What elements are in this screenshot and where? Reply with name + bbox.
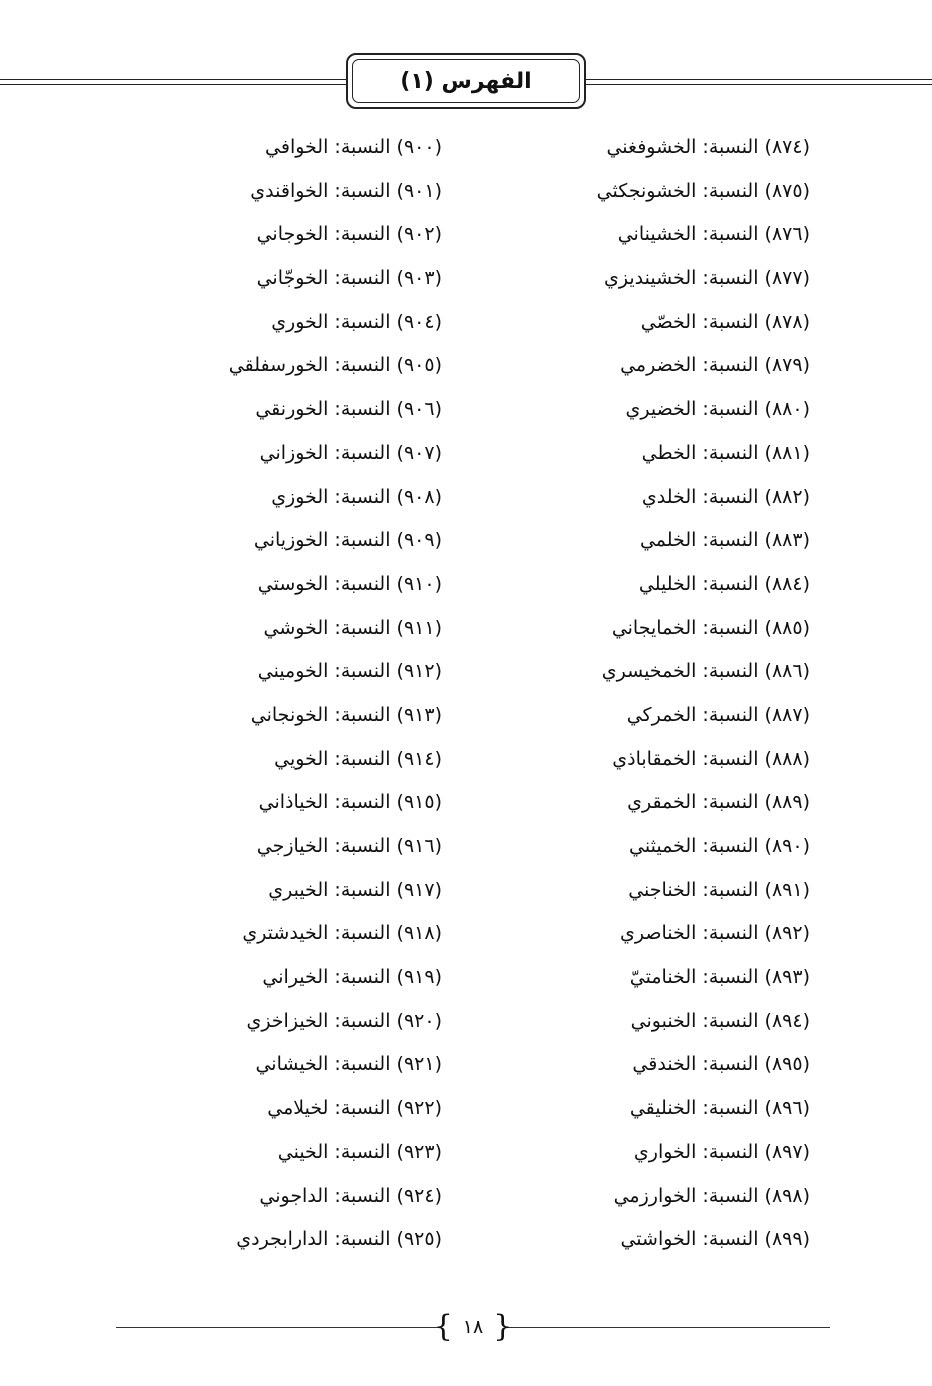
index-entry: (٨٩٦) النسبة: الخنليقي bbox=[629, 1097, 810, 1120]
index-entry: (٩٢٠) النسبة: الخيزاخزي bbox=[246, 1009, 442, 1032]
index-entry: (٩٢٥) النسبة: الدارابجردي bbox=[236, 1228, 442, 1251]
index-entry: (٩١٦) النسبة: الخيازجي bbox=[256, 835, 442, 857]
index-entry: (٩١٧) النسبة: الخيبري bbox=[268, 878, 442, 901]
page-number: ١٨ bbox=[462, 1316, 484, 1338]
page-title: الفهرس (١) bbox=[400, 68, 532, 94]
index-entry: (٩٠٤) النسبة: الخوري bbox=[271, 310, 442, 333]
page-number-box bbox=[433, 1308, 513, 1346]
index-entry: (٨٩٤) النسبة: الخنبوني bbox=[630, 1009, 810, 1032]
index-entry: (٩٠٩) النسبة: الخوزياني bbox=[253, 529, 442, 552]
index-entry: (٩٠٧) النسبة: الخوزاني bbox=[259, 441, 442, 464]
index-column-right bbox=[480, 126, 810, 1262]
index-entry: (٩٢٣) النسبة: الخيني bbox=[277, 1140, 442, 1163]
index-entry: (٨٧٥) النسبة: الخشونجكثي bbox=[596, 179, 810, 202]
index-entry: (٨٩٥) النسبة: الخندقي bbox=[632, 1053, 810, 1076]
footer-rule-right bbox=[506, 1327, 830, 1328]
index-entry: (٩٢٢) النسبة: لخيلامي bbox=[267, 1097, 442, 1120]
index-entry: (٨٩٣) النسبة: الخنامتيّ bbox=[629, 966, 810, 989]
header-rule-right-top bbox=[586, 79, 932, 80]
index-entry: (٨٨٠) النسبة: الخضيري bbox=[625, 398, 810, 421]
index-entry: (٨٩٠) النسبة: الخميثني bbox=[629, 835, 810, 857]
index-entry: (٨٧٨) النسبة: الخصّي bbox=[640, 310, 810, 333]
index-entry: (٩٠٦) النسبة: الخورنقي bbox=[255, 398, 442, 421]
index-entry: (٩١٤) النسبة: الخويي bbox=[274, 747, 442, 770]
index-entry: (٨٨٢) النسبة: الخلدي bbox=[641, 485, 810, 508]
index-entry: (٩١٩) النسبة: الخيراني bbox=[262, 966, 442, 989]
index-entry: (٨٨١) النسبة: الخطي bbox=[641, 441, 810, 464]
index-entry: (٨٩١) النسبة: الخناجني bbox=[628, 878, 810, 901]
index-entry: (٩٠٢) النسبة: الخوجاني bbox=[256, 223, 442, 246]
index-entry: (٩٢٤) النسبة: الداجوني bbox=[259, 1184, 442, 1207]
index-entry: (٨٩٧) النسبة: الخواري bbox=[633, 1140, 810, 1163]
index-entry: (٩١٨) النسبة: الخيدشتري bbox=[242, 922, 442, 945]
header-title-frame bbox=[352, 59, 580, 103]
index-entry: (٩٢١) النسبة: الخيشاني bbox=[255, 1053, 442, 1076]
index-entry: (٨٨٥) النسبة: الخمايجاني bbox=[611, 616, 810, 639]
index-entry: (٩١٢) النسبة: الخوميني bbox=[257, 660, 442, 683]
index-entry: (٨٨٩) النسبة: الخمقري bbox=[627, 791, 810, 814]
index-entry: (٨٧٤) النسبة: الخشوفغني bbox=[606, 136, 810, 158]
index-entry: (٨٩٩) النسبة: الخواشتي bbox=[620, 1228, 810, 1251]
index-entry: (٨٨٦) النسبة: الخمخيسري bbox=[601, 660, 810, 683]
index-entry: (٩١١) النسبة: الخوشي bbox=[263, 616, 442, 639]
index-entry: (٨٧٧) النسبة: الخشينديزي bbox=[604, 267, 810, 290]
index-entry: (٩٠٥) النسبة: الخورسفلقي bbox=[228, 354, 442, 377]
index-entry: (٨٨٤) النسبة: الخليلي bbox=[638, 572, 810, 595]
index-entry: (٨٨٨) النسبة: الخمقاباذي bbox=[612, 747, 810, 770]
index-entry: (٩١٣) النسبة: الخونجاني bbox=[250, 703, 442, 726]
index-entry: (٨٧٩) النسبة: الخضرمي bbox=[620, 354, 810, 377]
index-entry: (٨٨٣) النسبة: الخلمي bbox=[639, 529, 810, 552]
left-brace-icon: { bbox=[433, 1309, 453, 1344]
header-rule-left-top bbox=[0, 79, 346, 80]
header-rule-left-bottom bbox=[0, 84, 346, 85]
index-entry: (٨٧٦) النسبة: الخشيناني bbox=[617, 223, 810, 246]
index-entry: (٨٨٧) النسبة: الخمركي bbox=[626, 703, 810, 726]
index-entry: (٩٠٠) النسبة: الخوافي bbox=[265, 136, 442, 158]
header-title-box bbox=[346, 53, 586, 109]
index-entry: (٨٩٨) النسبة: الخوارزمي bbox=[613, 1184, 810, 1207]
footer-rule-left bbox=[116, 1327, 440, 1328]
right-brace-icon: } bbox=[493, 1309, 513, 1344]
header-rule-right-bottom bbox=[586, 84, 932, 85]
index-entry: (٩١٥) النسبة: الخياذاني bbox=[258, 791, 442, 814]
index-entry: (٩٠١) النسبة: الخواقندي bbox=[250, 179, 442, 202]
index-entry: (٩٠٣) النسبة: الخوجّاني bbox=[256, 267, 442, 290]
index-entry: (٨٩٢) النسبة: الخناصري bbox=[620, 922, 810, 945]
index-entry: (٩١٠) النسبة: الخوستي bbox=[257, 572, 442, 595]
index-column-left bbox=[142, 126, 442, 1262]
index-entry: (٩٠٨) النسبة: الخوزي bbox=[271, 485, 442, 508]
